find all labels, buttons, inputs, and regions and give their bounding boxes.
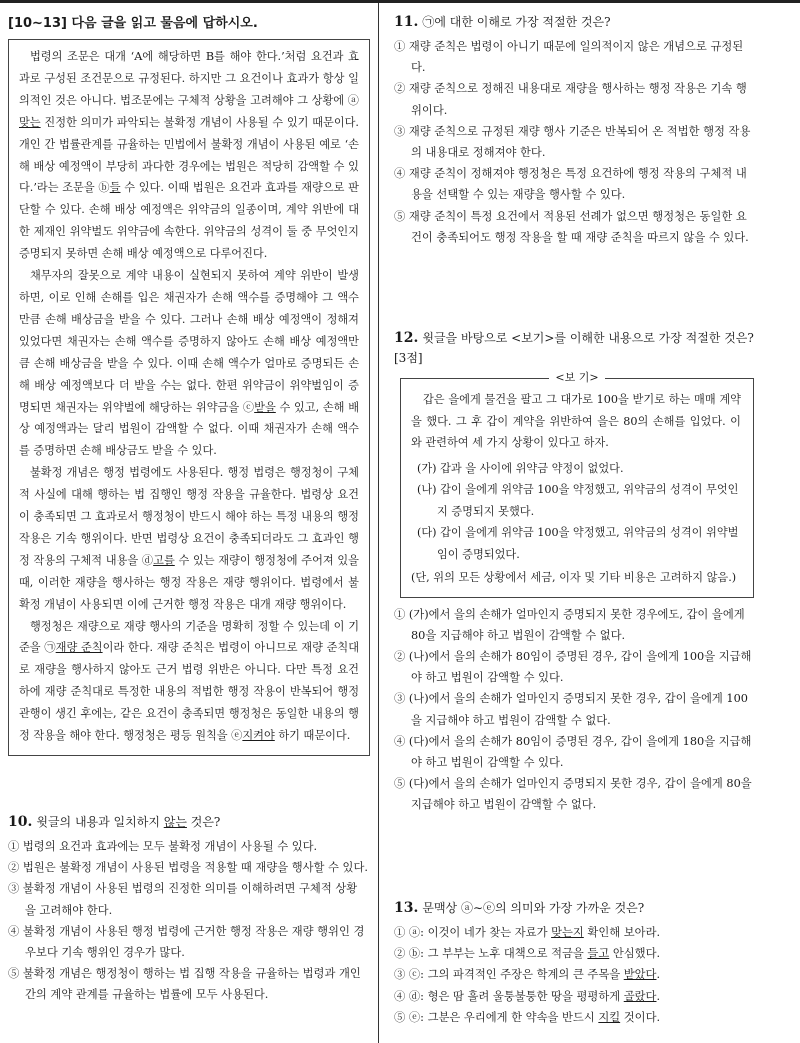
passage-paragraph (19, 616, 359, 747)
underlined-text: 들 (109, 181, 121, 195)
column-divider (378, 3, 379, 1043)
underlined-text: 들고 (587, 947, 610, 961)
text-run: . (656, 968, 661, 982)
choice-item[interactable]: ① 재량 준칙은 법령이 아니기 때문에 일의적이지 않은 개념으로 규정된다. (394, 40, 744, 75)
text-run: 이라 한다. 재량 준칙은 법령이 아니므로 재량 준칙대로 재량을 행사하지 않아도 근거 법령 위반은 아니다. 다만 특정 요건하에 재량 준칙대로 특정한 내용의 적법한 행정 작용이 반복되어 행정 관행이 생긴 후에는, 같은 요건이 충족되면 행정청은 동일한 내용의 행정 작용을 해야 한다. 행정청은 평등 원칙을 ⓔ (19, 641, 360, 743)
text-run: ③ ⓒ: 그의 파격적인 주장은 학계의 큰 주목을 (394, 968, 624, 982)
reading-passage (8, 39, 370, 756)
text-run: 안심했다. (609, 947, 661, 961)
text-run: ⑤ ⓔ: 그분은 우리에게 한 약속을 반드시 (394, 1010, 599, 1024)
question-text (422, 15, 610, 29)
passage-paragraph (19, 462, 359, 615)
choice-item[interactable]: ③ 재량 준칙으로 규정된 재량 행사 기준은 반복되어 온 적법한 행정 작용의 내용대로 정해져야 한다. (394, 124, 751, 160)
passage-paragraph (19, 46, 359, 265)
question-text (422, 901, 644, 915)
underlined-text: 골랐다 (623, 989, 657, 1003)
choice-item[interactable]: ③ (나)에서 을의 손해가 얼마인지 증명되지 못한 경우, 갑이 을에게 100을 지급해야 하고 법원이 감액할 수 없다. (394, 692, 748, 727)
left-column (8, 6, 370, 756)
text-run: 문맥상 ⓐ∼ⓔ의 의미와 가장 가까운 것은? (422, 901, 645, 915)
choice-item[interactable]: ⑤ 재량 준칙이 특정 요건에서 적용된 선례가 없으면 행정청은 동일한 요건이 충족되어도 행정 작용을 할 때 재량 준칙을 따르지 않을 수 있다. (394, 209, 749, 244)
underlined-text: 재량 준칙 (55, 641, 103, 655)
underlined-text: 맞는 (19, 115, 41, 129)
question-number: 11. (394, 14, 419, 30)
underlined-text: 않는 (163, 815, 187, 829)
choice-item[interactable] (394, 943, 754, 964)
top-rule (0, 0, 800, 3)
text-run: 것은? (186, 815, 221, 829)
question-text (36, 815, 220, 829)
underlined-text: 받았다 (623, 968, 657, 982)
choice-item[interactable]: ④ (다)에서 을의 손해가 80임이 증명된 경우, 갑이 을에게 180을 지급해야 하고 법원이 감액할 수 있다. (394, 734, 752, 769)
choice-item[interactable]: ② 법원은 불확정 개념이 사용된 법령을 적용할 때 재량을 행사할 수 있다. (8, 861, 368, 875)
bogi-case-list (411, 458, 741, 566)
choice-list (394, 922, 754, 1028)
underlined-text: 지켜야 (242, 729, 275, 743)
text-run: ① ⓐ: 이것이 네가 찾는 자료가 (394, 926, 552, 939)
range-title: [10∼13] 다음 글을 읽고 물음에 답하시오. (8, 16, 258, 31)
text-run: 윗글의 내용과 일치하지 (36, 815, 164, 829)
choice-item[interactable] (394, 1007, 754, 1028)
text-run: 수 있는 재량이 행정청에 주어져 있을 때, 이러한 재량을 행사하는 행정 작용은 재량 행위이다. 법령에서 불확정 개념이 사용되면 이에 근거한 행정 작용은 대개 재량 행위이다. (19, 553, 359, 611)
text-run: 법령의 조문은 대개 ‘A에 해당하면 B를 해야 한다.’처럼 요건과 효과로 구성된 조건문으로 규정된다. 하지만 그 요건이나 효과가 항상 일의적인 것은 아니다. 법조문에는 구체적 상황을 고려해야 그 상황에 ⓐ (19, 50, 359, 107)
text-run: 윗글을 바탕으로 <보기>를 이해한 내용으로 가장 적절한 것은? [3점] (394, 331, 754, 365)
text-run: 진정한 의미가 파악되는 불확정 개념이 사용될 수 있기 때문이다. 개인 간 법률관계를 규율하는 민법에서 불확정 개념이 사용된 예로 ‘손해 배상 예정액이 부당히 과다한 경우에는 법원은 적당히 감액할 수 있다.’라는 조문을 ⓑ (19, 115, 359, 195)
text-run: . (656, 989, 661, 1003)
choice-item[interactable]: ③ 불확정 개념이 사용된 법령의 진정한 의미를 이해하려면 구체적 상황을 고려해야 한다. (8, 882, 358, 917)
choice-item[interactable] (394, 922, 754, 943)
text-run: 채무자의 잘못으로 계약 내용이 실현되지 못하여 계약 위반이 발생하면, 이로 인해 손해를 입은 채권자가 손해 액수를 증명해야 그 액수만큼 손해 배상금을 받을 수 있다. 그러나 손해 배상 예정액이 정해져 있었다면 채권자는 손해 액수를 증명하지 않아도 손해 배상 예정액만큼 손해 배상금을 받을 수 있다. 이때 손해 액수가 얼마로 증명되든 손해 배상 예정액보다 더 받을 수는 없다. 한편 위약금이 위약벌임이 증명되면 채권자는 위약벌에 해당하는 위약금을 ⓒ (19, 269, 359, 414)
question-stem (8, 812, 368, 832)
question-12 (394, 328, 754, 816)
underlined-text: 지킬 (598, 1010, 621, 1024)
text-run: ② ⓑ: 그 부부는 노후 대책으로 적금을 (394, 947, 588, 961)
question-number: 13. (394, 900, 419, 916)
bogi-box (400, 371, 754, 598)
choice-list (394, 36, 754, 248)
choice-item[interactable]: ④ 불확정 개념이 사용된 행정 법령에 근거한 행정 작용은 재량 행위인 경우보다 기속 행위인 경우가 많다. (8, 924, 365, 960)
choice-item[interactable] (394, 986, 754, 1007)
bogi-case: (가) 갑과 을 사이에 위약금 약정이 없었다. (417, 461, 624, 475)
question-text (394, 331, 754, 365)
question-13 (394, 898, 754, 1028)
bogi-note: (단, 위의 모든 상황에서 세금, 이자 및 기타 비용은 고려하지 않음.) (411, 571, 737, 584)
choice-item[interactable]: ④ 재량 준칙이 정해져야 행정청은 특정 요건하에 행정 작용의 구체적 내용을 선택할 수 있는 재량을 행사할 수 있다. (394, 167, 747, 202)
question-stem (394, 898, 754, 918)
question-stem (394, 12, 754, 32)
underlined-text: 맞는지 (551, 926, 584, 939)
text-run: 수 있고, 손해 배상 예정액과는 달리 법원이 감액할 수 없다. 이때 채권자가 손해 액수를 증명하면 손해 배상금도 받을 수 있다. (19, 400, 359, 458)
choice-item[interactable]: ⑤ (다)에서 을의 손해가 얼마인지 증명되지 못한 경우, 갑이 을에게 80을 지급해야 하고 법원이 감액할 수 없다. (394, 777, 752, 812)
underlined-text: 고를 (153, 553, 175, 567)
choice-item[interactable]: ② 재량 준칙으로 정해진 내용대로 재량을 행사하는 행정 작용은 기속 행위이다. (394, 82, 747, 117)
bogi-label: <보 기> (549, 371, 604, 384)
question-stem (394, 328, 754, 368)
choice-item[interactable]: ⑤ 불확정 개념은 행정청이 행하는 법 집행 작용을 규율하는 법령과 개인 간의 계약 관계를 규율하는 법률에 모두 사용된다. (8, 967, 361, 1002)
underlined-text: 받을 (254, 400, 276, 414)
question-number: 12. (394, 330, 419, 346)
choice-list (8, 836, 368, 1006)
choice-item[interactable] (394, 964, 754, 985)
choice-item[interactable]: ① 법령의 요건과 효과에는 모두 불확정 개념이 사용될 수 있다. (8, 840, 318, 853)
question-10 (8, 812, 368, 1006)
choice-item[interactable]: ① (가)에서 을의 손해가 얼마인지 증명되지 못한 경우에도, 갑이 을에게 80을 지급해야 하고 법원이 감액할 수 없다. (394, 607, 745, 642)
question-number: 10. (8, 814, 33, 830)
bogi-case: (다) 갑이 을에게 위약금 100을 약정했고, 위약금의 성격이 위약벌임이 증명되었다. (417, 526, 739, 561)
text-run: 행정청은 재량으로 재량 행사의 기준을 명확히 정할 수 있는데 이 기준을 ㉠ (19, 619, 359, 655)
choice-list (394, 604, 754, 816)
bogi-intro: 갑은 을에게 물건을 팔고 그 대가로 100을 받기로 하는 매매 계약을 했다. 그 후 갑이 계약을 위반하여 을은 80의 손해를 입었다. 이와 관련하여 세 가지 상황이 있다고 하자. (411, 393, 741, 449)
passage-paragraph (19, 265, 359, 462)
text-run: ④ ⓓ: 형은 땀 흘려 울퉁불퉁한 땅을 평평하게 (394, 989, 624, 1003)
text-run: 하기 때문이다. (274, 729, 351, 743)
question-11 (394, 12, 754, 248)
text-run: 확인해 보아라. (583, 926, 661, 939)
bogi-case: (나) 갑이 을에게 위약금 100을 약정했고, 위약금의 성격이 무엇인지 증명되지 못했다. (417, 483, 739, 518)
text-run: 불확정 개념은 행정 법령에도 사용된다. 행정 법령은 행정청이 구체적 사실에 대해 행하는 법 집행인 행정 작용을 규율한다. 법령상 요건이 충족되면 그 효과로서 행정청이 반드시 해야 하는 특정 내용의 행정 작용은 기속 행위이다. 반면 법령상 요건이 충족되더라도 그 효과인 행정 작용의 구체적 내용을 ⓓ (19, 466, 359, 567)
text-run: 수 있다. 이때 법원은 요건과 효과를 재량으로 판단할 수 있다. 손해 배상 예정액은 위약금의 일종이며, 계약 위반에 대한 제재인 위약벌도 위약금에 속한다. 위약금의 성격이 둘 중 무엇인지 증명되지 못하면 손해 배상 예정액으로 다루어진다. (19, 181, 359, 261)
text-run: 것이다. (620, 1010, 661, 1024)
choice-item[interactable]: ② (나)에서 을의 손해가 80임이 증명된 경우, 갑이 을에게 100을 지급해야 하고 법원이 감액할 수 있다. (394, 649, 752, 685)
text-run: ㉠에 대한 이해로 가장 적절한 것은? (422, 15, 611, 29)
